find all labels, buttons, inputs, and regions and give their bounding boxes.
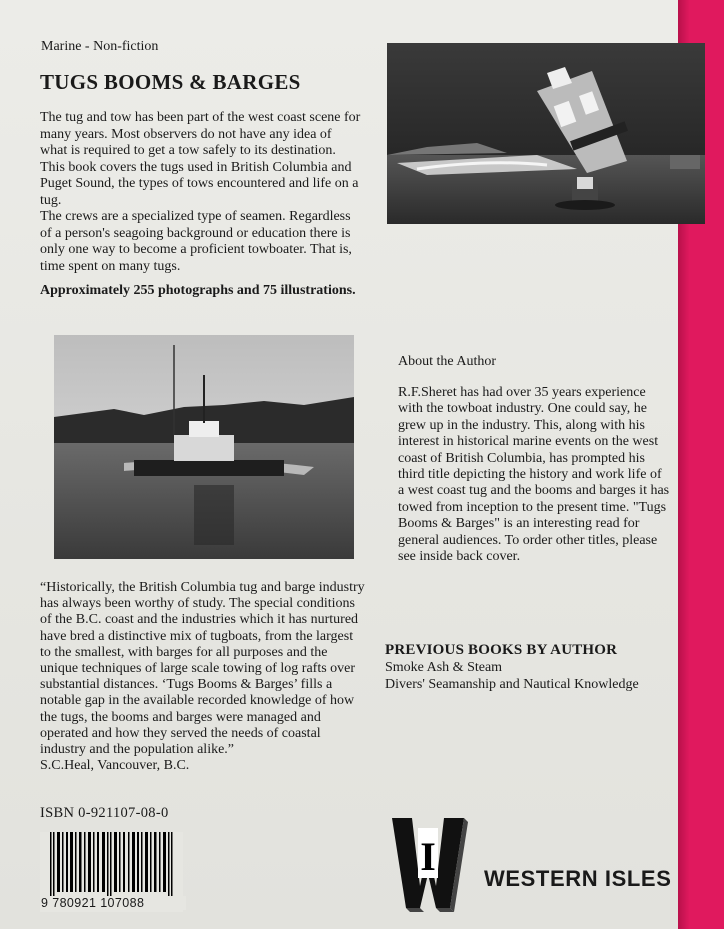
description-paragraph: The crews are a specialized type of seamen. Regardless of a person's seagoing background or education there is only one way to become a proficient towboater. That is, time spent on many tugs. [40, 209, 352, 274]
about-author-heading: About the Author [398, 354, 496, 369]
genre-label: Marine - Non-fiction [41, 39, 159, 54]
about-author-text: R.F.Sheret has had over 35 years experience with the towboat industry. One could say, he grew up in the industry. This, along with his interest in historical marine events on the west coast of British Columbia, has prompted his third title depicting the history and work life of a west coast tug and the booms and barges it has towed from inception to the present time. "Tugs Booms & Barges" is an interesting read for general audiences. To order other titles, please see inside back cover. [398, 385, 670, 565]
quote-attribution: S.C.Heal, Vancouver, B.C. [40, 758, 190, 774]
book-title: TUGS BOOMS & BARGES [40, 70, 301, 94]
photo-count: Approximately 255 photographs and 75 illustrations. [40, 283, 356, 298]
review-quote [40, 580, 365, 774]
publisher-logo [378, 808, 478, 913]
quote-text: “Historically, the British Columbia tug and barge industry has always been worthy of study. The special conditions of the B.C. coast and the industries which it has nurtured have bred a distinctive mix of tugboats, from the largest to the smallest, with barges for all purposes and the unique techniques of large scale towing of log rafts over substantial distances. ‘Tugs Booms & Barges’ fills a notable gap in the available recorded knowledge of how the tugs, the booms and barges were managed and operated and how they served the needs of coastal industry and the population alike.” [40, 580, 365, 758]
isbn-label: ISBN 0-921107-08-0 [40, 805, 169, 821]
book-description [40, 110, 362, 275]
previous-book-item: Smoke Ash & Steam [385, 660, 503, 675]
previous-books-list [385, 659, 639, 693]
previous-books-heading: PREVIOUS BOOKS BY AUTHOR [385, 642, 618, 658]
barcode-number: 9 780921 107088 [41, 896, 186, 910]
barge-tipping-photo [387, 43, 705, 224]
previous-book-item: Divers' Seamanship and Nautical Knowledge [385, 677, 639, 692]
logo-letter: I [420, 834, 436, 879]
description-paragraph: The tug and tow has been part of the west coast scene for many years. Most observers do not have any idea of what is required to get a tow safely to its destination. This book covers the tugs used in British Columbia and Puget Sound, the types of tows encountered and life on a tug. [40, 110, 361, 208]
publisher-name: WESTERN ISLES [484, 866, 672, 891]
tugboat-photo [54, 335, 354, 559]
